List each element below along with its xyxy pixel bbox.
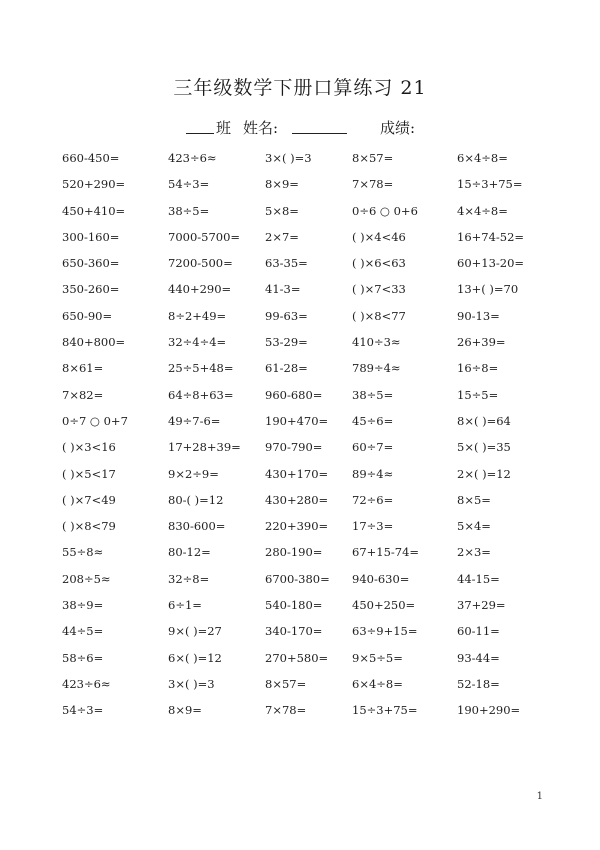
exercise-item: 16÷8= [457, 361, 499, 376]
exercise-item: 8÷2+49= [168, 308, 227, 323]
exercise-row [0, 570, 600, 596]
exercise-item: 650-360= [62, 256, 120, 271]
exercise-item: 54÷3= [168, 177, 210, 192]
exercise-row [0, 622, 600, 648]
exercise-item: 840+800= [62, 335, 126, 350]
exercise-row [0, 675, 600, 701]
exercise-item: ( )×7<33 [352, 282, 406, 297]
exercise-item: 970-790= [265, 440, 323, 455]
exercise-item: 44÷5= [62, 624, 104, 639]
exercise-row [0, 491, 600, 517]
exercise-item: 58÷6= [62, 650, 104, 665]
exercise-item: 3×( )=3 [168, 676, 215, 691]
exercise-item: 63-35= [265, 256, 308, 271]
exercise-item: 63÷9+15= [352, 624, 418, 639]
exercise-item: 61-28= [265, 361, 308, 376]
exercise-item: 9×5÷5= [352, 650, 403, 665]
exercise-item: 430+170= [265, 466, 329, 481]
page-title: 三年级数学下册口算练习 21 [173, 77, 427, 99]
exercise-item: 6×4÷8= [457, 151, 508, 165]
exercise-item: 9×( )=27 [168, 624, 222, 639]
exercise-item: 6700-380= [265, 571, 330, 586]
exercise-row [0, 254, 600, 280]
exercise-row [0, 228, 600, 254]
exercise-item: 410÷3≈ [352, 335, 401, 350]
exercise-item: 8×9= [168, 703, 202, 718]
exercise-item: 67+15-74= [352, 545, 420, 560]
exercise-item: 17÷3= [352, 519, 394, 534]
exercise-row [0, 386, 600, 412]
exercise-item: 960-680= [265, 387, 323, 402]
exercise-item: 8×57= [352, 151, 394, 165]
exercise-item: 64÷8+63= [168, 387, 234, 402]
exercise-item: 8×9= [265, 177, 299, 192]
exercise-item: ( )×5<17 [62, 466, 116, 481]
exercise-item: 13+( )=70 [457, 282, 519, 297]
exercise-item: 80-12= [168, 545, 211, 560]
exercise-item: 450+250= [352, 598, 416, 613]
exercise-item: 54÷3= [62, 703, 104, 718]
exercise-item: 38÷9= [62, 598, 104, 613]
exercise-row [0, 596, 600, 622]
exercise-item: 7000-5700= [168, 229, 241, 244]
exercise-item: 32÷8= [168, 571, 210, 586]
exercise-item: 789÷4≈ [352, 361, 401, 376]
exercise-item: 25÷5+48= [168, 361, 234, 376]
exercise-item: 6÷1= [168, 598, 202, 613]
exercise-item: ( )×8<79 [62, 519, 116, 534]
exercise-item: 17+28+39= [168, 440, 241, 455]
exercise-item: 3×( )=3 [265, 151, 312, 165]
exercise-item: 190+290= [457, 703, 521, 718]
page-number: 1 [536, 791, 543, 802]
exercise-item: 270+580= [265, 650, 329, 665]
exercise-item: 37+29= [457, 598, 506, 613]
exercise-item: 0÷7 ○ 0+7 [62, 413, 128, 428]
score-label: 成绩: [380, 119, 416, 137]
exercise-item: 4×4÷8= [457, 203, 508, 218]
exercise-item: ( )×7<49 [62, 492, 116, 507]
exercise-item: 7200-500= [168, 256, 233, 271]
exercise-item: 423÷6≈ [168, 151, 217, 165]
exercise-row [0, 543, 600, 569]
exercise-item: 430+280= [265, 492, 329, 507]
exercise-item: 8×61= [62, 361, 104, 376]
exercise-item: 2×( )=12 [457, 466, 511, 481]
exercise-item: 5×( )=35 [457, 440, 511, 455]
exercise-item: 90-13= [457, 308, 500, 323]
exercise-item: 220+390= [265, 519, 329, 534]
exercise-row [0, 280, 600, 306]
exercise-row [0, 438, 600, 464]
exercise-row [0, 701, 600, 727]
exercise-item: 45÷6= [352, 413, 394, 428]
exercise-row [0, 333, 600, 359]
exercise-item: 2×3= [457, 545, 491, 560]
exercise-item: 55÷8≈ [62, 545, 104, 560]
exercise-item: 650-90= [62, 308, 113, 323]
exercise-item: 423÷6≈ [62, 676, 111, 691]
exercise-row [0, 175, 600, 201]
exercise-item: 7×82= [62, 387, 104, 402]
student-info-line [0, 117, 600, 141]
exercise-item: 44-15= [457, 571, 500, 586]
exercise-item: 7×78= [265, 703, 307, 718]
exercise-row [0, 649, 600, 675]
exercise-item: 7×78= [352, 177, 394, 192]
exercise-item: 9×2÷9= [168, 466, 219, 481]
exercise-row [0, 412, 600, 438]
name-label: 姓名: [243, 119, 279, 137]
exercise-item: 940-630= [352, 571, 410, 586]
exercise-item: 350-260= [62, 282, 120, 297]
exercise-item: 53-29= [265, 335, 308, 350]
exercise-item: 440+290= [168, 282, 232, 297]
exercise-item: 32÷4÷4= [168, 335, 227, 350]
exercise-row [0, 465, 600, 491]
exercise-item: 340-170= [265, 624, 323, 639]
exercise-grid [0, 149, 600, 728]
exercise-row [0, 359, 600, 385]
exercise-item: 5×4= [457, 519, 491, 534]
exercise-item: 8×57= [265, 676, 307, 691]
class-label: 班 [216, 119, 232, 137]
exercise-item: ( )×3<16 [62, 440, 116, 455]
exercise-item: 89÷4≈ [352, 466, 394, 481]
exercise-item: 38÷5= [168, 203, 210, 218]
exercise-row [0, 307, 600, 333]
exercise-item: 15÷3+75= [457, 177, 523, 192]
exercise-item: 520+290= [62, 177, 126, 192]
exercise-item: 72÷6= [352, 492, 394, 507]
exercise-item: 15÷3+75= [352, 703, 418, 718]
exercise-item: 49÷7-6= [168, 413, 221, 428]
exercise-item: 208÷5≈ [62, 571, 111, 586]
exercise-item: 16+74-52= [457, 229, 525, 244]
exercise-item: 300-160= [62, 229, 120, 244]
exercise-item: 15÷5= [457, 387, 499, 402]
exercise-item: 26+39= [457, 335, 506, 350]
exercise-item: 6×( )=12 [168, 650, 222, 665]
exercise-item: 830-600= [168, 519, 226, 534]
exercise-row [0, 517, 600, 543]
exercise-item: 660-450= [62, 151, 120, 165]
exercise-item: 80-( )=12 [168, 492, 224, 507]
exercise-row [0, 202, 600, 228]
exercise-item: ( )×4<46 [352, 229, 406, 244]
exercise-item: 52-18= [457, 676, 500, 691]
exercise-item: 99-63= [265, 308, 308, 323]
exercise-item: 60÷7= [352, 440, 394, 455]
exercise-row [0, 149, 600, 175]
exercise-item: 38÷5= [352, 387, 394, 402]
exercise-item: 8×( )=64 [457, 413, 511, 428]
exercise-item: 6×4÷8= [352, 676, 403, 691]
exercise-item: 0÷6 ○ 0+6 [352, 203, 418, 218]
exercise-item: 41-3= [265, 282, 301, 297]
exercise-item: 190+470= [265, 413, 329, 428]
exercise-item: 60+13-20= [457, 256, 525, 271]
exercise-item: 450+410= [62, 203, 126, 218]
exercise-item: 60-11= [457, 624, 500, 639]
exercise-item: 280-190= [265, 545, 323, 560]
exercise-item: 540-180= [265, 598, 323, 613]
exercise-item: ( )×8<77 [352, 308, 406, 323]
exercise-item: 8×5= [457, 492, 491, 507]
exercise-item: 5×8= [265, 203, 299, 218]
exercise-item: 93-44= [457, 650, 500, 665]
exercise-item: ( )×6<63 [352, 256, 406, 271]
exercise-item: 2×7= [265, 229, 299, 244]
